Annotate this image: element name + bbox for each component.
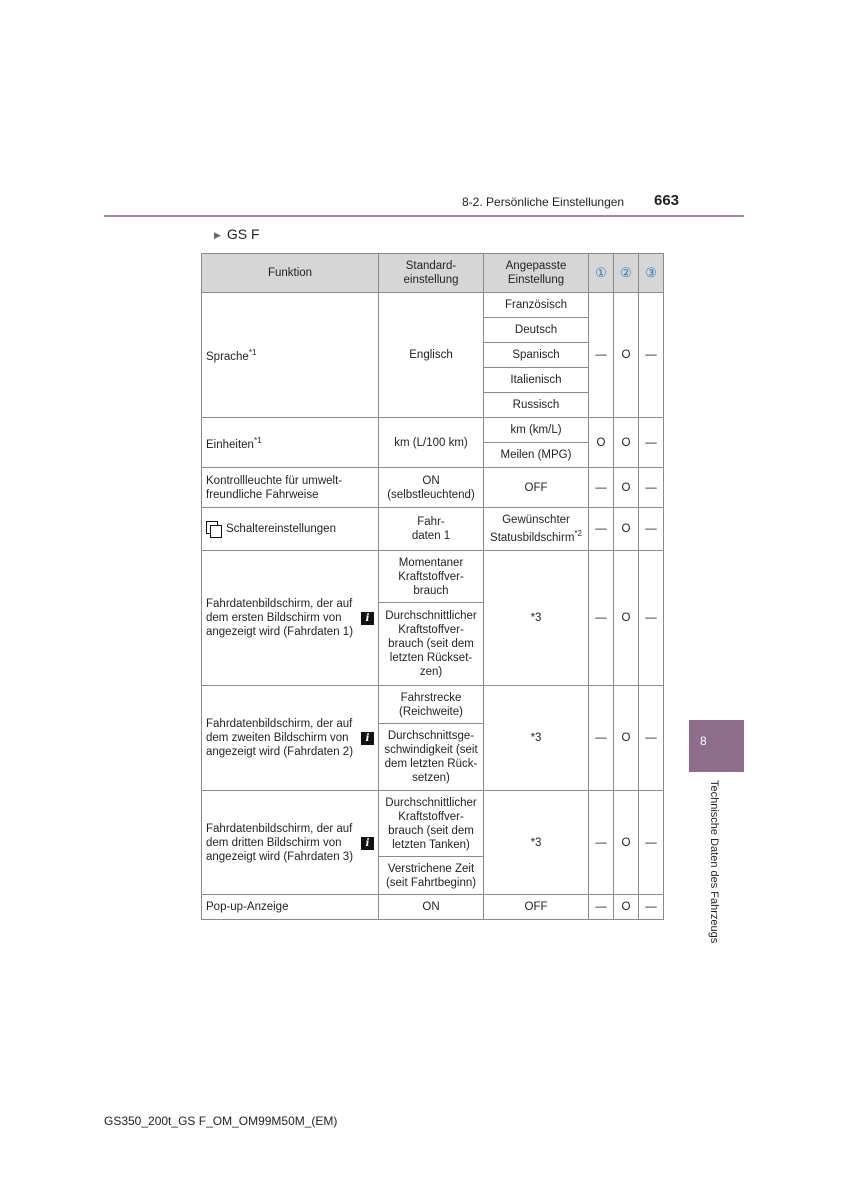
cell-function	[202, 293, 379, 418]
cell-col-2: O	[614, 791, 639, 895]
cell-custom: OFF	[484, 468, 589, 508]
header-col-2: ②	[614, 254, 639, 293]
cell-custom: *3	[484, 791, 589, 895]
cell-default: Momentaner Kraftstoffver- brauch	[379, 551, 484, 603]
custom-label: Gewünschter Statusbildschirm	[490, 514, 575, 544]
cell-function	[202, 686, 379, 791]
cell-col-3: —	[639, 791, 664, 895]
section-title: 8-2. Persönliche Einstellungen	[462, 195, 625, 209]
table-row	[202, 686, 664, 724]
table-header-row	[202, 254, 664, 293]
cell-col-1: O	[589, 418, 614, 468]
switch-settings-icon	[206, 521, 222, 537]
header-default: Standard- einstellung	[379, 254, 484, 293]
cell-col-3: —	[639, 468, 664, 508]
cell-default: ON	[379, 895, 484, 920]
cell-function	[202, 551, 379, 686]
cell-col-1: —	[589, 686, 614, 791]
header-divider	[104, 215, 744, 217]
cell-col-3: —	[639, 551, 664, 686]
cell-col-2: O	[614, 418, 639, 468]
table-row	[202, 791, 664, 857]
table-row	[202, 468, 664, 508]
function-label-line-1: Fahrdatenbildschirm, der auf	[206, 598, 353, 610]
function-label-line-3: angezeigt wird (Fahrdaten 1)	[206, 626, 354, 638]
chapter-title: Technische Daten des Fahrzeugs	[708, 780, 720, 944]
bullet-arrow-icon: ▶	[214, 230, 221, 240]
function-label: Einheiten	[206, 438, 254, 451]
cell-col-1: —	[589, 895, 614, 920]
table-row	[202, 508, 664, 551]
function-label-line-3: angezeigt wird (Fahrdaten 3)	[206, 850, 354, 863]
footer-code: GS350_200t_GS F_OM_OM99M50M_(EM)	[104, 1114, 338, 1128]
cell-custom: *3	[484, 686, 589, 791]
footnote-ref: *2	[574, 529, 582, 539]
cell-col-1: —	[589, 468, 614, 508]
cell-option: Französisch	[484, 293, 589, 318]
chapter-tab	[689, 720, 744, 772]
chapter-number: 8	[700, 734, 707, 748]
settings-table	[201, 253, 664, 920]
cell-option: Spanisch	[484, 343, 589, 368]
table-row	[202, 551, 664, 603]
cell-custom: OFF	[484, 895, 589, 920]
cell-col-3: —	[639, 686, 664, 791]
function-label-line-1: Fahrdatenbildschirm, der auf	[206, 718, 353, 730]
cell-col-2: O	[614, 508, 639, 551]
cell-custom: *3	[484, 551, 589, 686]
cell-option: Meilen (MPG)	[484, 443, 589, 468]
info-icon: i	[361, 612, 374, 625]
cell-default: Verstrichene Zeit (seit Fahrtbeginn)	[379, 857, 484, 895]
cell-option: Italienisch	[484, 368, 589, 393]
table-row	[202, 418, 664, 443]
cell-default: Fahrstrecke (Reichweite)	[379, 686, 484, 724]
footnote-ref: *1	[248, 348, 257, 358]
function-label-line-2	[206, 611, 374, 625]
cell-function	[202, 791, 379, 895]
cell-function: Kontrollleuchte für umwelt- freundliche Fahrweise	[202, 468, 379, 508]
cell-col-2: O	[614, 468, 639, 508]
cell-default: Durchschnittlicher Kraftstoffver- brauch (seit dem letzten Rückset- zen)	[379, 603, 484, 686]
function-label-line-1: Fahrdatenbildschirm, der auf	[206, 822, 353, 835]
cell-col-2: O	[614, 895, 639, 920]
cell-col-1: —	[589, 293, 614, 418]
cell-default: Fahr- daten 1	[379, 508, 484, 551]
cell-default: Durchschnittsge- schwindigkeit (seit dem letzten Rück- setzen)	[379, 724, 484, 791]
info-icon: i	[361, 732, 374, 745]
cell-function: Pop-up-Anzeige	[202, 895, 379, 920]
cell-col-2: O	[614, 293, 639, 418]
cell-custom	[484, 508, 589, 551]
cell-col-3: —	[639, 418, 664, 468]
cell-col-1: —	[589, 551, 614, 686]
function-label-line-3: angezeigt wird (Fahrdaten 2)	[206, 746, 354, 758]
cell-default: km (L/100 km)	[379, 418, 484, 468]
cell-col-3: —	[639, 895, 664, 920]
cell-col-3: —	[639, 508, 664, 551]
cell-default: Durchschnittlicher Kraftstoffver- brauch (seit dem letzten Tanken)	[379, 791, 484, 857]
subheading-text: GS F	[226, 226, 260, 242]
table-row	[202, 293, 664, 318]
function-label-text: dem zweiten Bildschirm von	[206, 732, 349, 744]
header-function: Funktion	[202, 254, 379, 293]
function-label-text: dem dritten Bildschirm von	[206, 836, 342, 849]
info-icon: i	[361, 837, 374, 850]
cell-col-2: O	[614, 686, 639, 791]
function-label-text: dem ersten Bildschirm von	[206, 612, 342, 624]
header-custom: Angepasste Einstellung	[484, 254, 589, 293]
footnote-ref: *1	[253, 435, 262, 445]
page-number: 663	[654, 192, 680, 209]
cell-option: Deutsch	[484, 318, 589, 343]
header-col-3: ③	[639, 254, 664, 293]
cell-col-1: —	[589, 791, 614, 895]
cell-col-3: —	[639, 293, 664, 418]
function-label-line-2	[206, 836, 374, 850]
cell-function	[202, 508, 379, 551]
cell-option: km (km/L)	[484, 418, 589, 443]
cell-default: ON (selbstleuchtend)	[379, 468, 484, 508]
cell-col-1: —	[589, 508, 614, 551]
cell-function	[202, 418, 379, 468]
cell-default: Englisch	[379, 293, 484, 418]
cell-col-2: O	[614, 551, 639, 686]
subheading	[214, 226, 260, 242]
cell-option: Russisch	[484, 393, 589, 418]
table-row	[202, 895, 664, 920]
function-label: Sprache	[206, 350, 249, 363]
function-label-line-2	[206, 731, 374, 745]
header-col-1: ①	[589, 254, 614, 293]
function-label: Schaltereinstellungen	[226, 523, 336, 536]
